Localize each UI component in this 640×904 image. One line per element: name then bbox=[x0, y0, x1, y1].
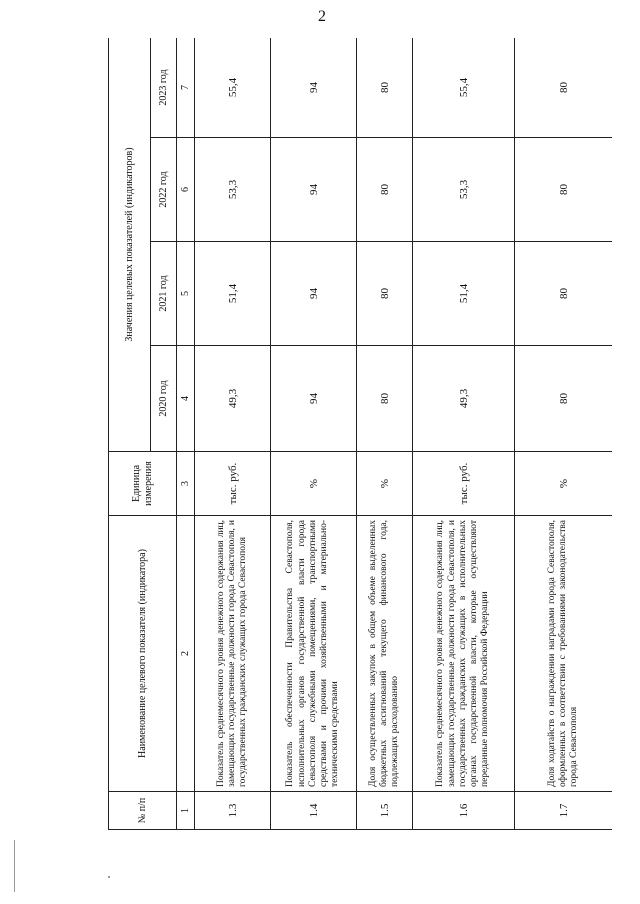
col-number: 2 bbox=[177, 516, 195, 792]
value-2021: 94 bbox=[271, 242, 357, 346]
indicator-unit: % bbox=[515, 452, 613, 516]
row-number: 1.7 bbox=[515, 792, 613, 830]
col-number: 3 bbox=[177, 452, 195, 516]
value-2023: 55,4 bbox=[195, 38, 271, 138]
row-number: 1.4 bbox=[271, 792, 357, 830]
indicator-name: Доля ходатайств о награждении наградами города Севастополя, оформленных в соответствии с требованиями законодательства города Севастополя bbox=[515, 516, 613, 792]
header-num: № п/п bbox=[109, 792, 177, 830]
value-2022: 94 bbox=[271, 138, 357, 242]
value-2022: 80 bbox=[515, 138, 613, 242]
header-2023: 2023 год bbox=[151, 38, 177, 138]
indicator-name: Показатель среднемесячного уровня денежного содержания лиц, замещающих государственные должности города Севастополя, и государственных гражданских служащих в исполнительных органах государственной власти, которые осуществляют переданные полномочия Российской Федерации bbox=[413, 516, 515, 792]
value-2020: 49,3 bbox=[413, 346, 515, 452]
table-rotator bbox=[108, 38, 612, 830]
value-2020: 94 bbox=[271, 346, 357, 452]
table-row bbox=[271, 38, 357, 830]
header-unit: Единица измерения bbox=[109, 452, 177, 516]
value-2021: 80 bbox=[515, 242, 613, 346]
value-2021: 51,4 bbox=[195, 242, 271, 346]
value-2023: 80 bbox=[357, 38, 413, 138]
value-2023: 80 bbox=[515, 38, 613, 138]
col-number: 7 bbox=[177, 38, 195, 138]
value-2022: 53,3 bbox=[413, 138, 515, 242]
rotated-table-container bbox=[108, 38, 612, 830]
value-2022: 80 bbox=[357, 138, 413, 242]
value-2020: 80 bbox=[357, 346, 413, 452]
value-2021: 80 bbox=[357, 242, 413, 346]
indicator-unit: тыс. руб. bbox=[195, 452, 271, 516]
column-numbers-row bbox=[177, 38, 195, 830]
indicator-unit: % bbox=[357, 452, 413, 516]
value-2023: 94 bbox=[271, 38, 357, 138]
value-2023: 55,4 bbox=[413, 38, 515, 138]
indicator-name: Доля осуществленных закупок в общем объеме выделенных бюджетных ассигнований текущего финансового года, подлежащих расходованию bbox=[357, 516, 413, 792]
col-number: 6 bbox=[177, 138, 195, 242]
col-number: 4 bbox=[177, 346, 195, 452]
margin-line bbox=[14, 840, 15, 892]
header-name: Наименование целевого показателя (индикатора) bbox=[109, 516, 177, 792]
value-2021: 51,4 bbox=[413, 242, 515, 346]
scan-speck bbox=[108, 876, 110, 878]
col-number: 1 bbox=[177, 792, 195, 830]
table-row bbox=[357, 38, 413, 830]
header-values-group: Значения целевых показателей (индикаторов) bbox=[109, 38, 151, 452]
indicator-name: Показатель среднемесячного уровня денежного содержания лиц, замещающих государственные должности города Севастополя, и государственных гражданских служащих города Севастополя bbox=[195, 516, 271, 792]
page-number: 2 bbox=[318, 8, 326, 25]
header-2021: 2021 год bbox=[151, 242, 177, 346]
header-2022: 2022 год bbox=[151, 138, 177, 242]
row-number: 1.6 bbox=[413, 792, 515, 830]
header-row-1 bbox=[109, 38, 151, 830]
value-2020: 80 bbox=[515, 346, 613, 452]
col-number: 5 bbox=[177, 242, 195, 346]
value-2022: 53,3 bbox=[195, 138, 271, 242]
indicator-unit: тыс. руб. bbox=[413, 452, 515, 516]
table-row bbox=[515, 38, 613, 830]
indicators-table bbox=[108, 38, 612, 830]
indicator-name: Показатель обеспеченности Правительства Севастополя, исполнительных органов государственной власти города Севастополя служебными помещениями, транспортными средствами и прочими хозяйственными и материально-техническими средствами bbox=[271, 516, 357, 792]
table-row bbox=[195, 38, 271, 830]
row-number: 1.5 bbox=[357, 792, 413, 830]
indicator-unit: % bbox=[271, 452, 357, 516]
value-2020: 49,3 bbox=[195, 346, 271, 452]
header-2020: 2020 год bbox=[151, 346, 177, 452]
table-row bbox=[413, 38, 515, 830]
row-number: 1.3 bbox=[195, 792, 271, 830]
